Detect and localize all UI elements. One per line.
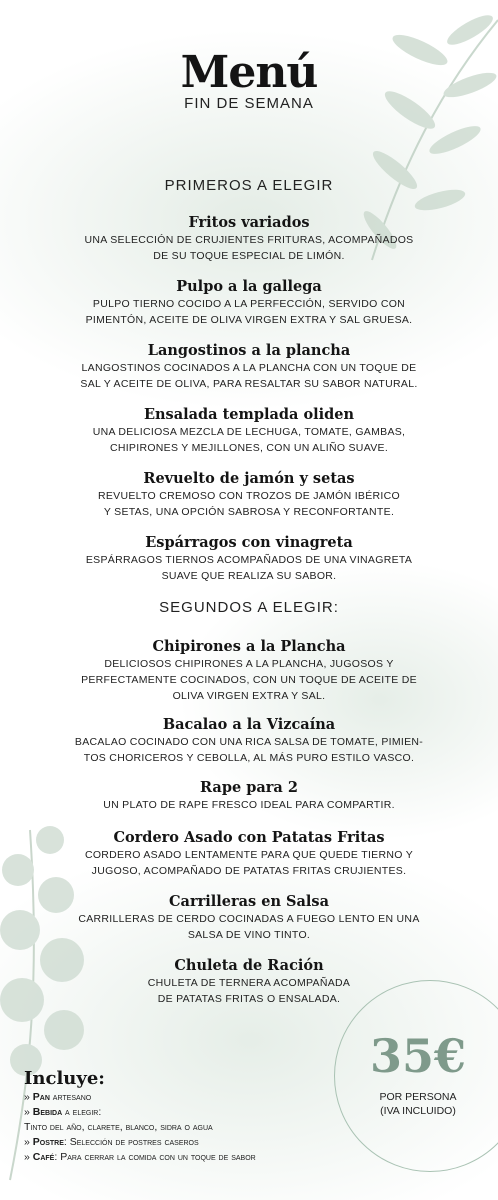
dish-chipirones: [0, 638, 498, 704]
bullet: »: [24, 1106, 30, 1118]
dish-desc: Y SETAS, UNA OPCIÓN SABROSA Y RECONFORTANTE.: [103, 506, 395, 518]
incluye-bebida-options: Tinto del año, clarete, blanco, sidra o agua: [24, 1121, 213, 1133]
incluye-text: artesano: [49, 1091, 92, 1103]
incluye-text: a elegir:: [62, 1106, 102, 1118]
dish-name: Fritos variados: [188, 214, 310, 231]
price-per-person: POR PERSONA: [379, 1091, 457, 1103]
dish-desc: UNA DELICIOSA MEZCLA DE LECHUGA, TOMATE, GAMBAS,: [92, 426, 406, 438]
dish-desc: CORDERO ASADO LENTAMENTE PARA QUE QUEDE TIERNO Y: [84, 849, 414, 861]
dish-desc: JUGOSO, ACOMPAÑADO DE PATATAS FRITAS CRUJIENTES.: [91, 865, 407, 877]
incluye-item-bebida: [24, 1105, 256, 1120]
dish-name: Cordero Asado con Patatas Fritas: [113, 829, 385, 846]
incluye-text: : Selección de postres caseros: [63, 1136, 199, 1148]
dish-desc: SALSA DE VINO TINTO.: [187, 929, 311, 941]
incluye-item-postre: [24, 1135, 256, 1150]
price-iva: (IVA INCLUIDO): [380, 1105, 456, 1117]
dish-name: Bacalao a la Vizcaína: [162, 716, 336, 733]
dish-desc: DELICIOSOS CHIPIRONES A LA PLANCHA, JUGOSOS Y: [104, 658, 394, 670]
price-amount: 35€: [369, 1029, 467, 1083]
menu-subtitle: FIN DE SEMANA: [184, 95, 314, 112]
price-label: [360, 1090, 476, 1118]
dish-desc: OLIVA VIRGEN EXTRA Y SAL.: [172, 690, 326, 702]
dish-fritos-variados: [0, 214, 498, 264]
dish-desc: PIMENTÓN, ACEITE DE OLIVA VIRGEN EXTRA Y SAL GRUESA.: [85, 314, 413, 326]
dish-esparragos: [0, 534, 498, 584]
dish-desc: DE SU TOQUE ESPECIAL DE LIMÓN.: [153, 250, 345, 262]
incluye-key: Pan: [32, 1091, 50, 1103]
dish-revuelto: [0, 470, 498, 520]
dish-ensalada: [0, 406, 498, 456]
dish-cordero: [0, 829, 498, 879]
dish-carrilleras: [0, 893, 498, 943]
dish-name: Langostinos a la plancha: [147, 342, 351, 359]
dish-name: Revuelto de jamón y setas: [143, 470, 355, 487]
menu-title: Menú: [180, 47, 318, 98]
dish-desc: CARRILLERAS DE CERDO COCINADAS A FUEGO LENTO EN UNA: [78, 913, 420, 925]
dish-desc: DE PATATAS FRITAS O ENSALADA.: [157, 993, 341, 1005]
dish-langostinos: [0, 342, 498, 392]
incluye-key: Postre: [32, 1136, 64, 1148]
dish-pulpo: [0, 278, 498, 328]
dish-desc: UNA SELECCIÓN DE CRUJIENTES FRITURAS, ACOMPAÑADOS: [84, 234, 414, 246]
dish-desc: LANGOSTINOS COCINADOS A LA PLANCHA CON UN TOQUE DE: [81, 362, 417, 374]
dish-rape: [0, 779, 498, 813]
incluye-title: Incluye:: [24, 1068, 105, 1089]
dish-name: Pulpo a la gallega: [176, 278, 322, 295]
dish-name: Ensalada templada oliden: [143, 406, 355, 423]
incluye-key: Café: [32, 1151, 55, 1163]
dish-desc: PULPO TIERNO COCIDO A LA PERFECCIÓN, SERVIDO CON: [92, 298, 406, 310]
incluye-item-cafe: [24, 1150, 256, 1165]
dish-desc: ESPÁRRAGOS TIERNOS ACOMPAÑADOS DE UNA VINAGRETA: [85, 554, 413, 566]
bullet: »: [24, 1136, 30, 1148]
dish-name: Chipirones a la Plancha: [152, 638, 346, 655]
bullet: »: [24, 1151, 30, 1163]
dish-name: Rape para 2: [200, 779, 298, 796]
bullet: »: [24, 1091, 30, 1103]
dish-desc: SAL Y ACEITE DE OLIVA, PARA RESALTAR SU SABOR NATURAL.: [80, 378, 418, 390]
dish-desc: TOS CHORICEROS Y CEBOLLA, AL MÁS PURO ESTILO VASCO.: [83, 752, 415, 764]
dish-desc: CHULETA DE TERNERA ACOMPAÑADA: [147, 977, 351, 989]
dish-desc: REVUELTO CREMOSO CON TROZOS DE JAMÓN IBÉRICO: [98, 490, 400, 502]
dish-desc: UN PLATO DE RAPE FRESCO IDEAL PARA COMPARTIR.: [103, 799, 395, 811]
dish-bacalao: [0, 716, 498, 766]
segundos-heading: SEGUNDOS A ELEGIR:: [159, 599, 339, 616]
incluye-text: : Para cerrar la comida con un toque de sabor: [54, 1151, 256, 1163]
primeros-heading: PRIMEROS A ELEGIR: [164, 177, 334, 194]
dish-desc: CHIPIRONES Y MEJILLONES, CON UN ALIÑO SUAVE.: [109, 442, 389, 454]
incluye-list: [24, 1090, 256, 1165]
dish-desc: SUAVE QUE REALIZA SU SABOR.: [161, 570, 337, 582]
dish-name: Carrilleras en Salsa: [169, 893, 329, 910]
dish-desc: BACALAO COCINADO CON UNA RICA SALSA DE TOMATE, PIMIEN-: [74, 736, 424, 748]
dish-name: Chuleta de Ración: [174, 957, 324, 974]
dish-desc: PERFECTAMENTE COCINADOS, CON UN TOQUE DE ACEITE DE: [81, 674, 417, 686]
dish-name: Espárragos con vinagreta: [145, 534, 353, 551]
incluye-item-pan: [24, 1090, 256, 1105]
incluye-key: Bebida: [32, 1106, 63, 1118]
